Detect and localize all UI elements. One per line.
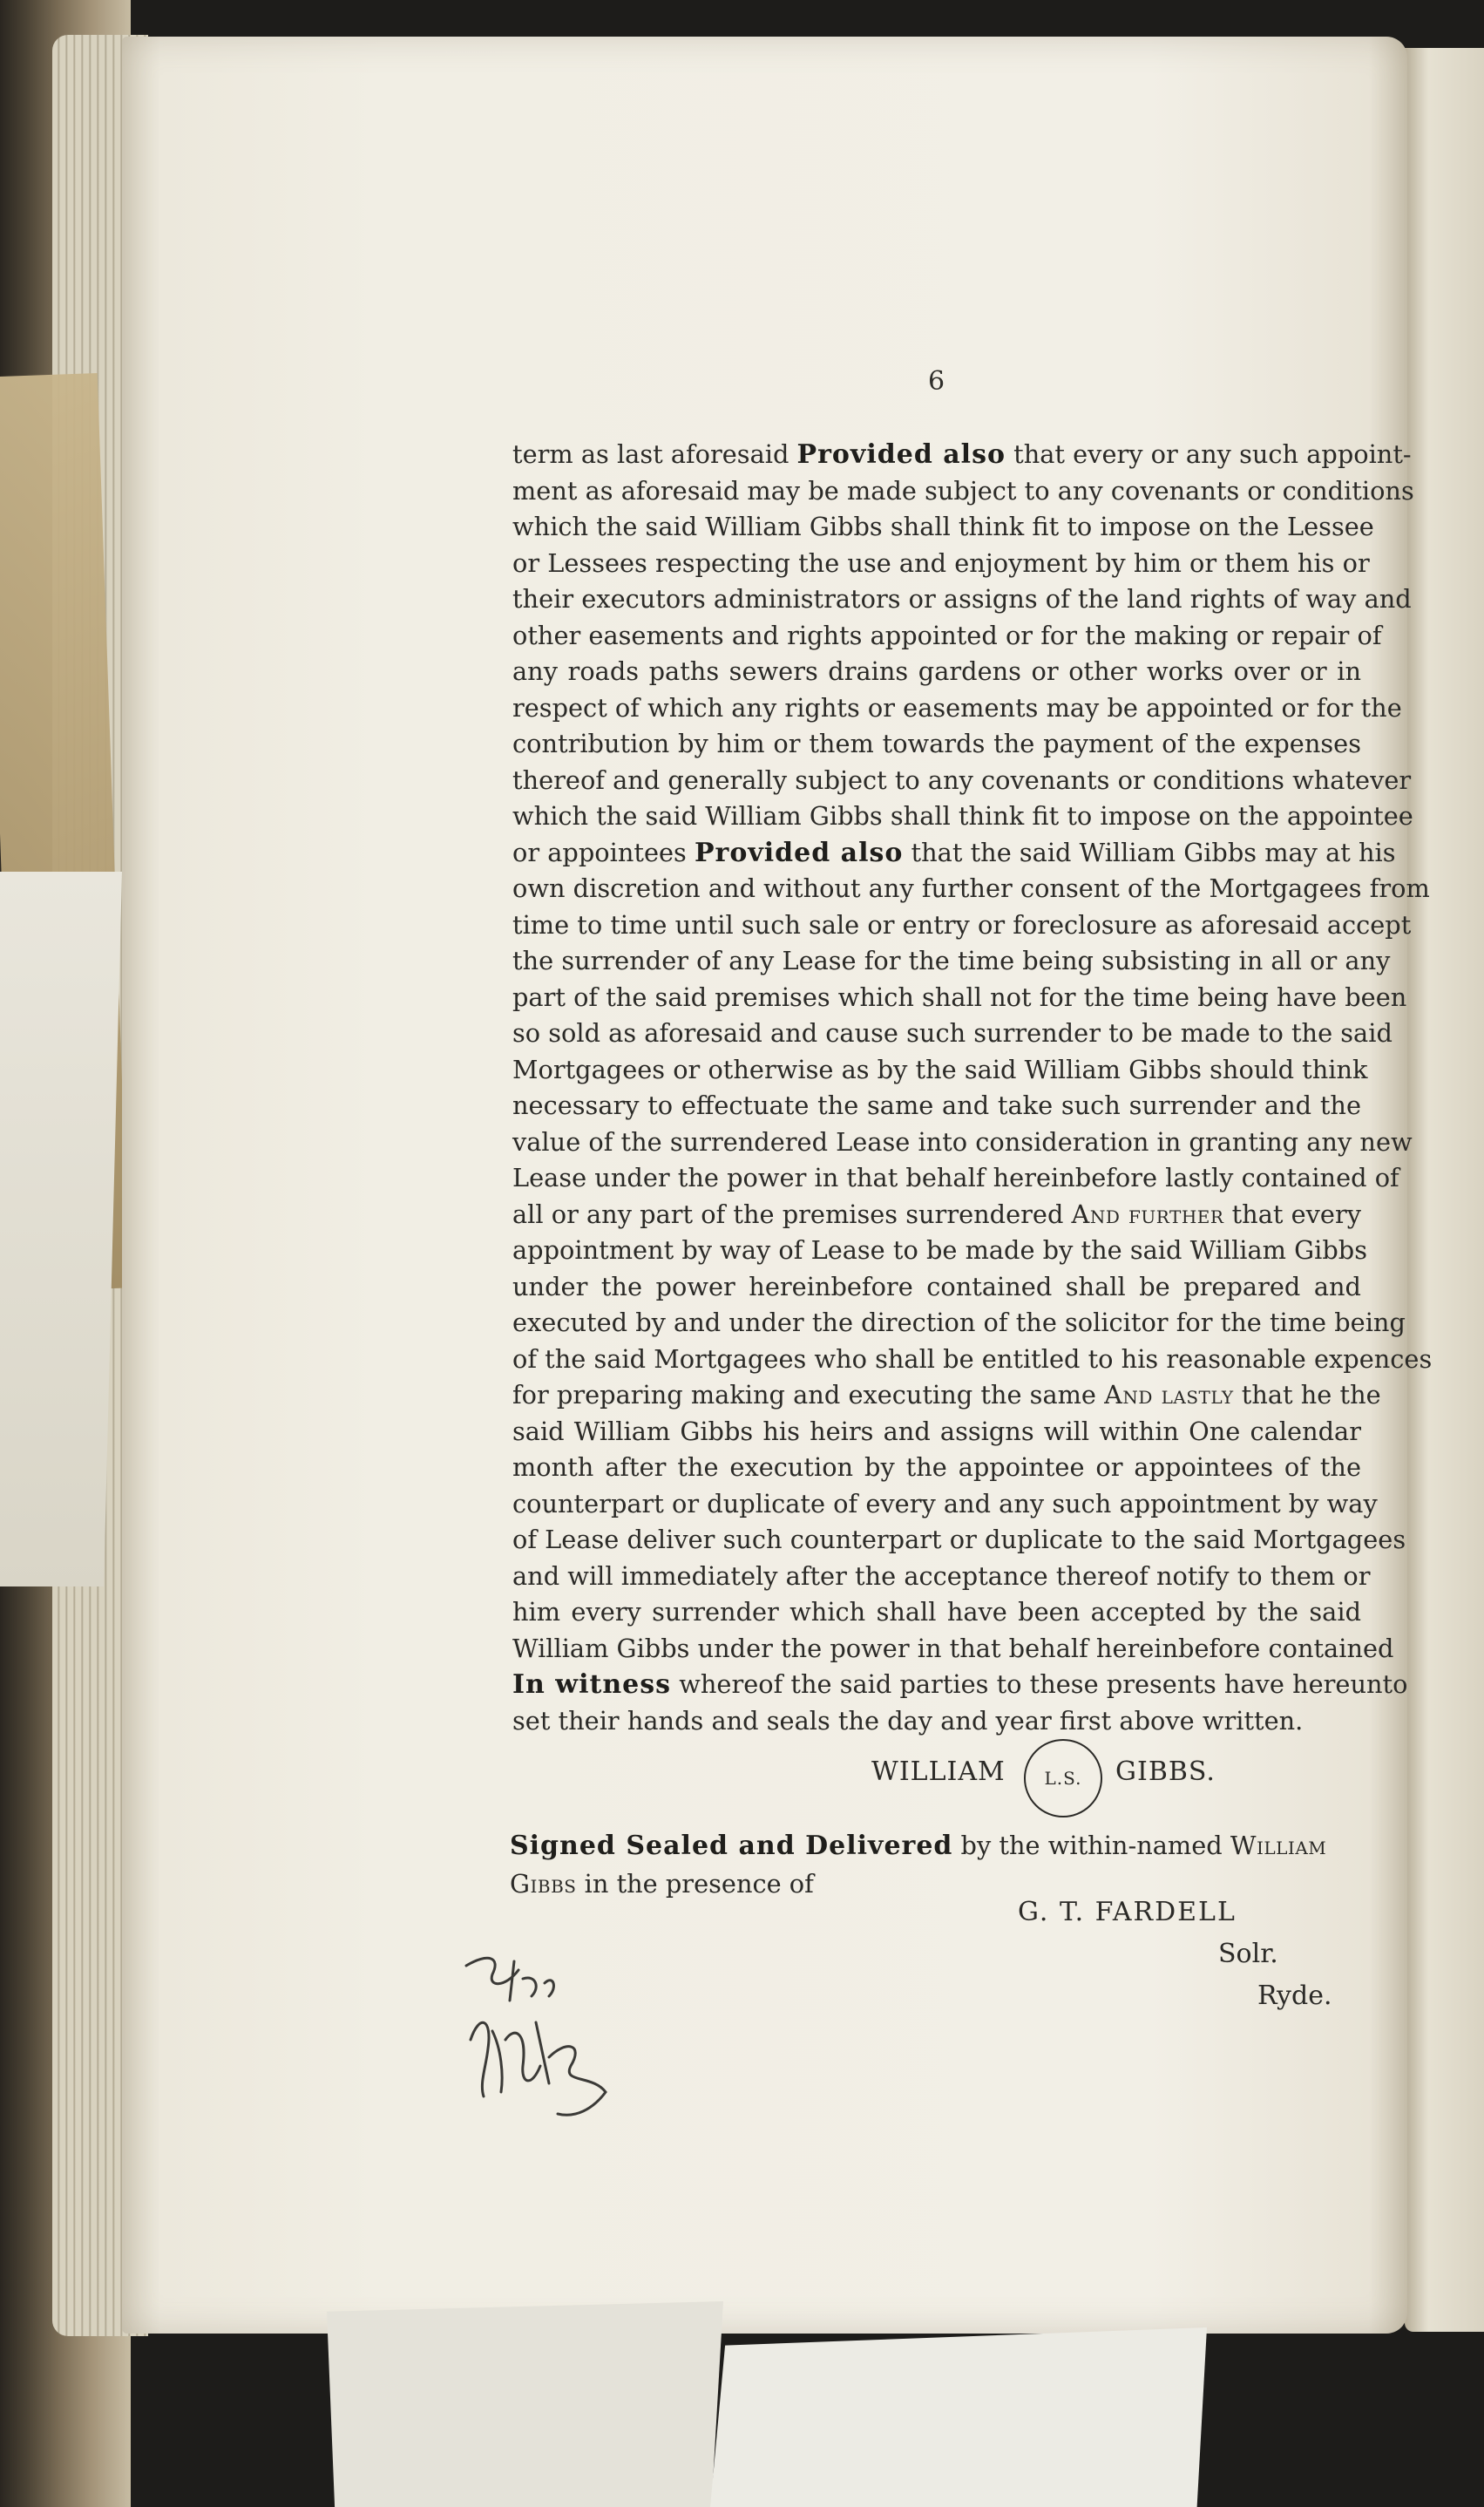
body-line <box>512 1485 1378 1522</box>
body-line <box>512 653 1361 690</box>
body-line <box>512 1051 1368 1088</box>
body-text: or Lessees respecting the use and enjoyment by him or them his or <box>512 547 1370 578</box>
witness-name: G. T. FARDELL <box>1018 1897 1237 1927</box>
body-text: that the said William Gibbs may at his <box>903 837 1396 867</box>
body-text: contribution by him or them towards the payment of the expenses <box>512 729 1361 758</box>
body-line <box>512 1666 1408 1702</box>
body-line <box>512 1413 1361 1450</box>
body-text: him every surrender which shall have been accepted by the said <box>512 1597 1361 1627</box>
body-text: their executors administrators or assigns of the land rights of way and <box>512 584 1412 614</box>
body-text: ment as aforesaid may be made subject to any covenants or conditions <box>512 475 1414 506</box>
body-line <box>512 907 1412 943</box>
body-line <box>512 436 1412 472</box>
attestation-name-first: William <box>1230 1831 1327 1860</box>
body-text: William Gibbs under the power in that behalf hereinbefore contained <box>512 1633 1394 1663</box>
blackletter-phrase: In witness <box>512 1669 672 1700</box>
body-line <box>512 508 1374 545</box>
body-text: so sold as aforesaid and cause such surrender to be made to the said <box>512 1018 1393 1048</box>
body-line <box>512 1449 1361 1485</box>
body-text: all or any part of the premises surrendered <box>512 1199 1072 1229</box>
body-text: counterpart or duplicate of every and any such appointment by way <box>512 1488 1378 1518</box>
body-line <box>512 1124 1413 1160</box>
body-line <box>512 1376 1381 1413</box>
body-text: necessary to effectuate the same and take such surrender and the <box>512 1090 1361 1120</box>
body-line <box>512 1341 1433 1377</box>
body-line <box>512 472 1414 509</box>
body-text: time to time until such sale or entry or foreclosure as aforesaid accept <box>512 909 1412 940</box>
body-text: of the said Mortgagees who shall be entitled to his reasonable expences <box>512 1343 1433 1374</box>
attestation-line-2 <box>510 1865 814 1903</box>
small-caps-phrase: And further <box>1071 1199 1224 1229</box>
body-line <box>512 979 1407 1016</box>
body-text: value of the surrendered Lease into consideration in granting any new <box>512 1126 1413 1157</box>
body-line <box>512 1159 1399 1196</box>
body-text: term as last aforesaid <box>512 439 797 469</box>
handwritten-initials <box>453 1935 627 2127</box>
signatory-last-name: GIBBS. <box>1115 1756 1216 1787</box>
body-text: whereof the said parties to these presents have hereunto <box>671 1669 1408 1699</box>
body-line <box>512 581 1412 617</box>
body-line <box>512 1558 1371 1594</box>
body-line <box>512 1630 1394 1667</box>
body-line <box>512 1196 1361 1233</box>
signature-block <box>871 1739 1359 1817</box>
attestation-line-1 <box>510 1826 1359 1865</box>
body-line <box>512 1232 1368 1268</box>
body-text: thereof and generally subject to any covenants or conditions whatever <box>512 764 1412 795</box>
body-text: other easements and rights appointed or for the making or repair of <box>512 620 1382 650</box>
body-line <box>512 690 1402 726</box>
body-line <box>512 1304 1406 1341</box>
body-text: month after the execution by the appointee or appointees of the <box>512 1452 1361 1482</box>
body-line <box>512 1015 1393 1051</box>
body-line <box>512 1268 1361 1305</box>
body-line <box>512 1702 1361 1739</box>
attestation-name-last: Gibbs <box>510 1869 577 1899</box>
body-line <box>512 1087 1361 1124</box>
attestation-text: by the within-named <box>952 1831 1230 1860</box>
witness-block <box>1018 1892 1332 2017</box>
body-text: of Lease deliver such counterpart or duplicate to the said Mortgagees <box>512 1525 1406 1554</box>
body-line <box>512 617 1382 654</box>
body-text: Mortgagees or otherwise as by the said William Gibbs should think <box>512 1054 1368 1084</box>
witness-title: Solr. <box>1218 1939 1278 1969</box>
small-caps-phrase: And lastly <box>1104 1380 1234 1410</box>
body-line <box>512 942 1391 979</box>
attestation-text-2: in the presence of <box>576 1869 814 1899</box>
body-text: Lease under the power in that behalf hereinbefore lastly contained of <box>512 1163 1399 1192</box>
body-text: that he the <box>1233 1380 1381 1410</box>
body-line <box>512 762 1412 798</box>
body-text: respect of which any rights or easements may be appointed or for the <box>512 692 1402 723</box>
bottom-paper-tabs <box>327 2301 1207 2507</box>
body-text: executed by and under the direction of the solicitor for the time being <box>512 1308 1406 1337</box>
body-line <box>512 545 1370 581</box>
body-text: and will immediately after the acceptance thereof notify to them or <box>512 1560 1371 1591</box>
body-text: any roads paths sewers drains gardens or other works over or in <box>512 656 1361 686</box>
body-text: own discretion and without any further consent of the Mortgagees from <box>512 873 1430 903</box>
witness-place: Ryde. <box>1257 1980 1332 2011</box>
inserted-white-slip <box>0 872 122 1586</box>
page-number: 6 <box>928 366 945 397</box>
seal-circle: L.S. <box>1024 1739 1102 1817</box>
body-line <box>512 725 1361 762</box>
body-text: which the said William Gibbs shall think fit to impose on the appointee <box>512 801 1413 831</box>
body-line <box>512 1593 1361 1630</box>
adjacent-page-edge <box>1405 48 1484 2332</box>
body-text: under the power hereinbefore contained shall be prepared and <box>512 1271 1361 1301</box>
body-text: for preparing making and executing the same <box>512 1380 1105 1410</box>
body-text: set their hands and seals the day and year first above written. <box>512 1705 1304 1736</box>
body-text: or appointees <box>512 837 695 867</box>
body-line <box>512 798 1413 834</box>
signatory-first-name: WILLIAM <box>871 1756 1006 1787</box>
paper-tab-left <box>327 2301 723 2507</box>
body-text: that every or any such appoint- <box>1005 439 1412 469</box>
body-text: which the said William Gibbs shall think fit to impose on the Lessee <box>512 512 1374 541</box>
body-text: the surrender of any Lease for the time being subsisting in all or any <box>512 946 1391 975</box>
body-line <box>512 870 1430 907</box>
body-line <box>512 834 1396 871</box>
body-text: part of the said premises which shall not for the time being have been <box>512 982 1407 1012</box>
blackletter-phrase: Provided also <box>796 439 1006 470</box>
body-line <box>512 1521 1406 1558</box>
blackletter-phrase: Provided also <box>694 837 904 868</box>
body-text: that every <box>1223 1199 1361 1229</box>
attestation-heading: Signed Sealed and Delivered <box>510 1831 953 1861</box>
body-text: said William Gibbs his heirs and assigns will within One calendar <box>512 1416 1361 1446</box>
paper-tab-right <box>710 2327 1207 2507</box>
body-text: appointment by way of Lease to be made by the said William Gibbs <box>512 1235 1368 1265</box>
